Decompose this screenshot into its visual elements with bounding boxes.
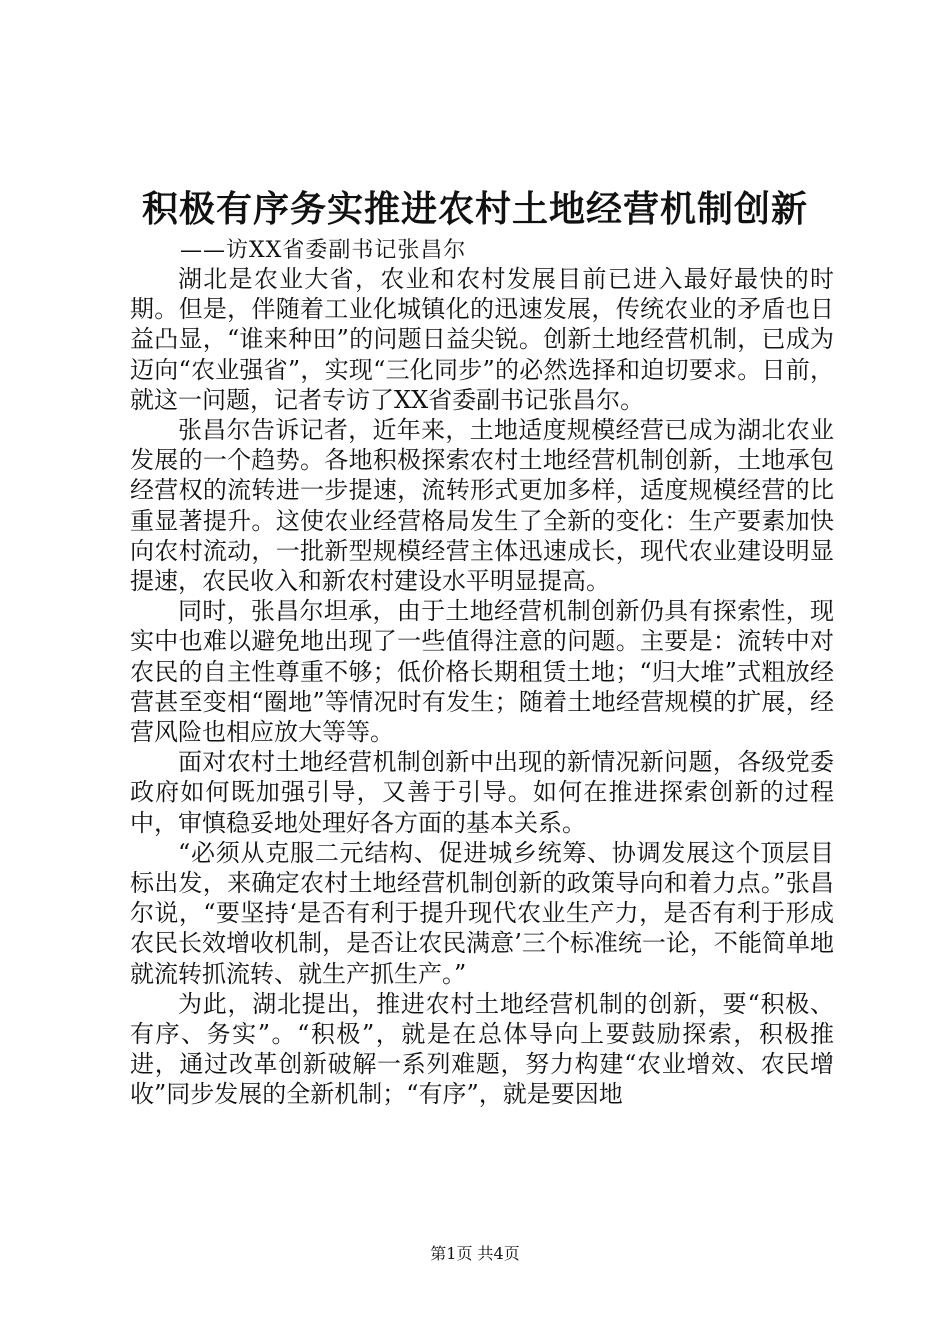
document-title: 积极有序务实推进农村土地经营机制创新 <box>141 188 808 230</box>
paragraph: 为此，湖北提出，推进农村土地经营机制的创新，要“积极、有序、务实”。“积极”，就是在总体导向上要鼓励探索，积极推进，通过改革创新破解一系列难题，努力构建“农业增效、农民增收”同步发展的全新机制；“有序”，就是要因地 <box>130 989 834 1109</box>
paragraph: 面对农村土地经营机制创新中出现的新情况新问题，各级党委政府如何既加强引导，又善于引导。如何在推进探索创新的过程中，审慎稳妥地处理好各方面的基本关系。 <box>130 748 834 837</box>
paragraph: 同时，张昌尔坦承，由于土地经营机制创新仍具有探索性，现实中也难以避免地出现了一些值得注意的问题。主要是：流转中对农民的自主性尊重不够；低价格长期租赁土地；“归大堆”式粗放经营甚至变相“圈地”等情况时有发生；随着土地经营规模的扩展，经营风险也相应放大等等。 <box>130 597 834 747</box>
paragraph: 湖北是农业大省，农业和农村发展目前已进入最好最快的时期。但是，伴随着工业化城镇化的迅速发展，传统农业的矛盾也日益凸显，“谁来种田”的问题日益尖锐。创新土地经营机制，已成为迈向“农业强省”，实现“三化同步”的必然选择和迫切要求。日前，就这一问题，记者专访了XX省委副书记张昌尔。 <box>130 265 834 414</box>
paragraph: “必须从克服二元结构、促进城乡统筹、协调发展这个顶层目标出发，来确定农村土地经营机制创新的政策导向和着力点。”张昌尔说，“要坚持‘是否有利于提升现代农业生产力，是否有利于形成农民长效增收机制，是否让农民满意’三个标准统一论，不能简单地就流转抓流转、就生产抓生产。” <box>130 838 834 988</box>
document-body <box>130 264 834 1110</box>
page-number-footer: 第1页 共4页 <box>430 1244 520 1263</box>
document-subtitle: ——访XX省委副书记张昌尔 <box>180 238 467 263</box>
paragraph: 张昌尔告诉记者，近年来，土地适度规模经营已成为湖北农业发展的一个趋势。各地积极探索农村土地经营机制创新，土地承包经营权的流转进一步提速，流转形式更加多样，适度规模经营的比重显著提升。这使农业经营格局发生了全新的变化：生产要素加快向农村流动，一批新型规模经营主体迅速成长，现代农业建设明显提速，农民收入和新农村建设水平明显提高。 <box>130 416 834 596</box>
